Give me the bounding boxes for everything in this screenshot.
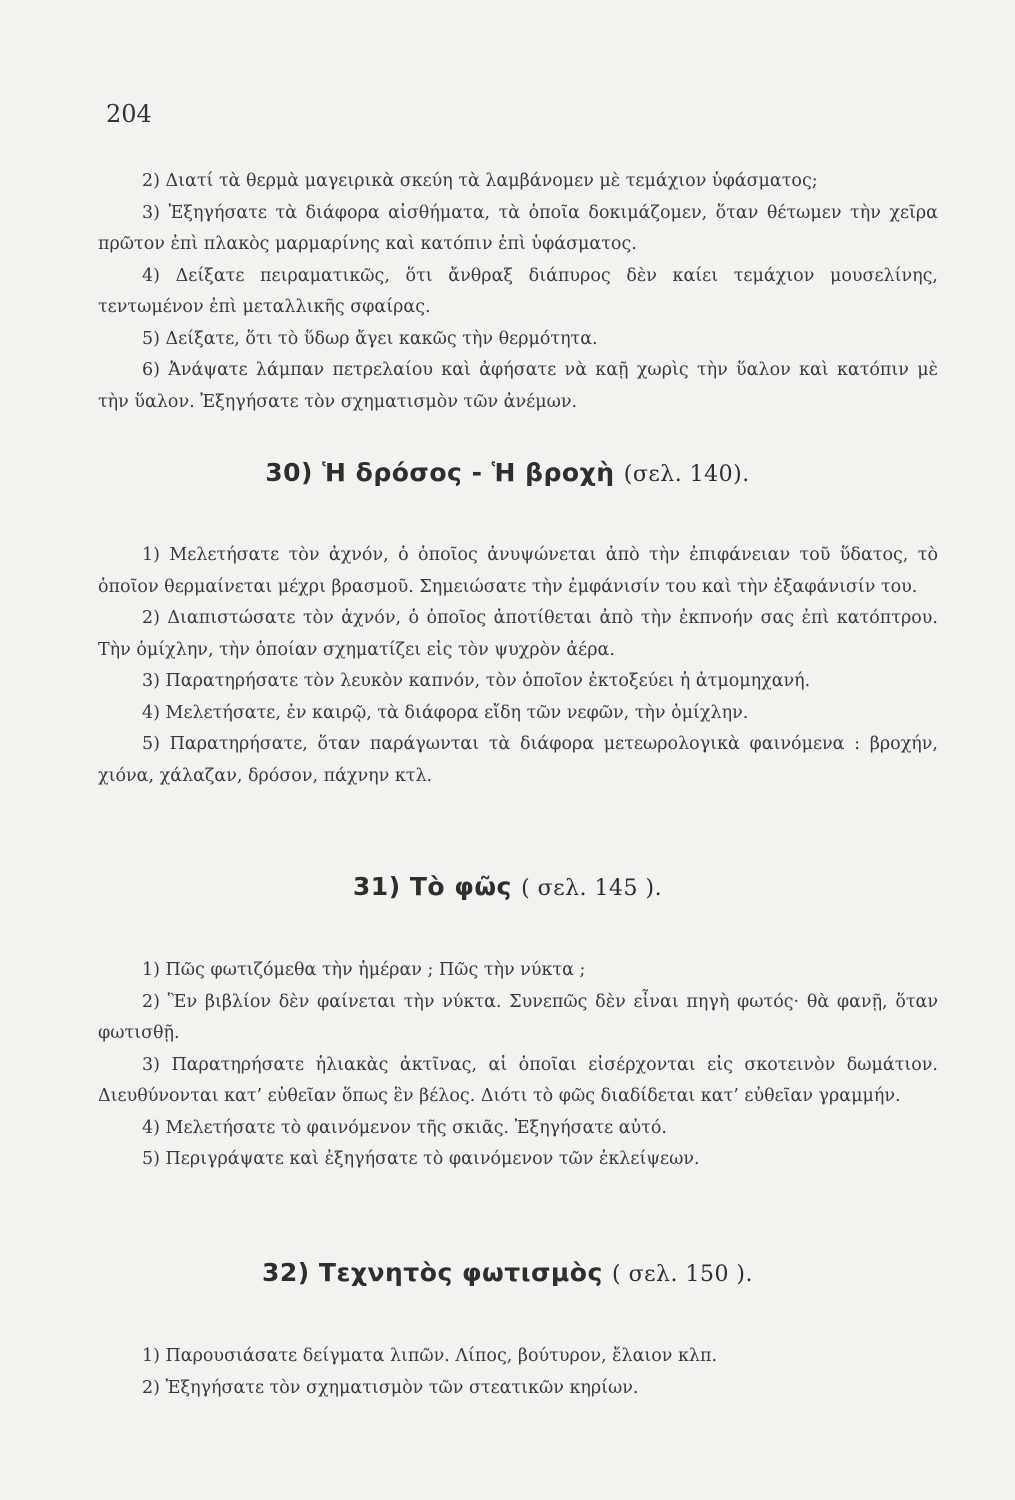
list-item: 3) Παρατηρήσατε ἡλιακὰς ἀκτῖνας, αἱ ὁποῖαι εἰσέρχονται εἰς σκοτεινὸν δωμάτιον. Διευθύνονται κατ’ εὐθεῖαν ὅπως ἓν βέλος. Διότι τὸ φῶς διαδίδεται κατ’ εὐθεῖαν γραμμήν. [98,1054,938,1106]
list-item: 3) Ἐξηγήσατε τὰ διάφορα αἰσθήματα, τὰ ὁποῖα δοκιμάζομεν, ὅταν θέτωμεν τὴν χεῖρα πρῶτον ἐπὶ πλακὸς μαρμαρίνης καὶ κατόπιν ἐπὶ ὑφάσματος. [98,202,938,254]
list-item: 5) Παρατηρήσατε, ὅταν παράγωνται τὰ διάφορα μετεωρολογικὰ φαινόμενα : βροχήν, χιόνα, χάλαζαν, δρόσον, πάχνην κτλ. [98,734,938,786]
list-item: 4) Μελετήσατε τὸ φαινόμενον τῆς σκιᾶς. Ἐξηγήσατε αὐτό. [142,1117,667,1138]
list-item: 2) Ἓν βιβλίον δὲν φαίνεται τὴν νύκτα. Συνεπῶς δὲν εἶναι πηγὴ φωτός· θὰ φανῇ, ὅταν φωτισθῇ. [98,991,938,1043]
list-item: 1) Μελετήσατε τὸν ἀχνόν, ὁ ὁποῖος ἀνυψώνεται ἀπὸ τὴν ἐπιφάνειαν τοῦ ὕδατος, τὸ ὁποῖον θερμαίνεται μέχρι βρασμοῦ. Σημειώσατε τὴν ἐμφάνισίν του καὶ τὴν ἐξαφάνισίν του. [98,545,938,597]
list-item: 5) Δείξατε, ὅτι τὸ ὕδωρ ἄγει κακῶς τὴν θερμότητα. [142,328,598,349]
list-item: 4) Δείξατε πειραματικῶς, ὅτι ἄνθραξ διάπυρος δὲν καίει τεμάχιον μουσελίνης, τεντωμένον ἐπὶ μεταλλικῆς σφαίρας. [98,265,938,317]
list-item: 4) Μελετήσατε, ἐν καιρῷ, τὰ διάφορα εἴδη τῶν νεφῶν, τὴν ὁμίχλην. [142,702,749,723]
heading-title: 32) Τεχνητὸς φωτισμὸς [261,1258,603,1287]
section-heading-32 [0,1258,1015,1287]
list-item: 3) Παρατηρήσατε τὸν λευκὸν καπνόν, τὸν ὁποῖον ἐκτοξεύει ἡ ἀτμομηχανή. [142,671,811,691]
page-number: 204 [106,100,152,128]
list-item: 2) Ἐξηγήσατε τὸν σχηματισμὸν τῶν στεατικῶν κηρίων. [142,1377,639,1398]
section-32-items [98,1341,938,1404]
heading-page-ref: ( σελ. 145 ). [521,876,663,901]
list-item: 5) Περιγράψατε καὶ ἐξηγήσατε τὸ φαινόμενον τῶν ἐκλείψεων. [142,1149,700,1169]
list-item: 6) Ἀνάψατε λάμπαν πετρελαίου καὶ ἀφήσατε νὰ καῇ χωρὶς τὴν ὕαλον καὶ κατόπιν μὲ τὴν ὕαλον. Ἐξηγήσατε τὸν σχηματισμὸν τῶν ἀνέμων. [98,360,938,412]
section-30-items [98,540,938,792]
list-item: 1) Παρουσιάσατε δείγματα λιπῶν. Λίπος, βούτυρον, ἔλαιον κλπ. [142,1346,718,1366]
list-item: 2) Διατί τὰ θερμὰ μαγειρικὰ σκεύη τὰ λαμβάνομεν μὲ τεμάχιον ὑφάσματος; [142,171,818,191]
section-continuation [98,166,938,418]
section-heading-30 [0,458,1015,487]
heading-title: 31) Τὸ φῶς [352,872,512,901]
list-item: 1) Πῶς φωτιζόμεθα τὴν ἡμέραν ; Πῶς τὴν νύκτα ; [142,960,586,980]
list-item: 2) Διαπιστώσατε τὸν ἀχνόν, ὁ ὁποῖος ἀποτίθεται ἀπὸ τὴν ἐκπνοήν σας ἐπὶ κατόπτρου. Τὴν ὁμίχλην, τὴν ὁποίαν σχηματίζει εἰς τὸν ψυχρὸν ἀέρα. [98,608,938,660]
section-31-items [98,955,938,1176]
heading-title: 30) Ἡ δρόσος - Ἡ βροχὴ [265,458,615,487]
heading-page-ref: ( σελ. 150 ). [612,1262,754,1287]
heading-page-ref: (σελ. 140). [623,462,750,487]
section-heading-31 [0,872,1015,901]
